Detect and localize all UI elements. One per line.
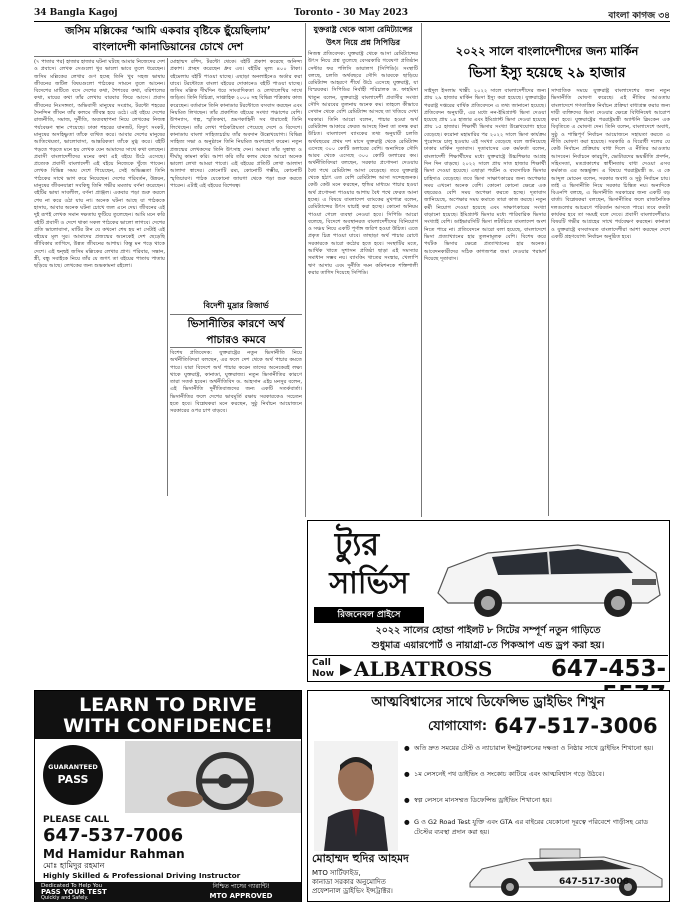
learn-ded2: PASS YOUR TEST	[41, 888, 107, 896]
defensive-driving-ad	[307, 690, 670, 902]
def-phone: 647-517-3006	[494, 714, 658, 738]
article1-headline2: বাংলাদেশী কানাডিয়ানের চোখে দেশ	[92, 41, 244, 53]
def-bullet	[404, 817, 666, 841]
bullet-dot-icon: ●	[404, 770, 410, 778]
tour-call1: Call	[312, 658, 331, 668]
def-car-phone: 647-517-3006	[558, 877, 630, 887]
learn-name-bn: মোঃ হামিদুর রহমান	[43, 861, 105, 870]
article4-headline2: ভিসা ইস্যু হয়েছে ২৯ হাজার	[468, 65, 626, 81]
tour-tag: রিজনেবল প্রাইসে	[314, 607, 424, 623]
badge-bot: PASS	[57, 773, 89, 786]
bullet-dot-icon: ●	[404, 818, 410, 826]
learn-phone: 647-537-7006	[43, 825, 184, 846]
article4-column1: সাইদুল ইসলাম খান্তী: ২০২২ সালে বাংলাদেশীদের জন্য প্রায় ২৯ হাজার মার্কিন ভিসা ইস্যু করা হয়েছে। যুক্তরাষ্ট্রের পররাষ্ট্র দপ্তরের বার্ষিক প্রতিবেদনে এ তথ্য জানানো হয়েছে। প্রতিবেদন অনুযায়ী, এর মধ্যে নন-ইমিগ্র্যান্ট ভিসা দেওয়া হয়েছে প্রায় ১৪ হাজার এবং ইমিগ্র্যান্ট ভিসা দেওয়া হয়েছে প্রায় ১৫ হাজার। শিক্ষার্থী ভিসার সংখ্যা উল্লেখযোগ্য হারে বেড়েছে। করোনা মহামারির পর ২০২২ সালে ভিসা কার্যক্রম পুরোদমে চালু হওয়ায় এই সংখ্যা বেড়েছে বলে জানিয়েছে ঢাকার মার্কিন দূতাবাস। দূতাবাসের এক কর্মকর্তা বলেন, বাংলাদেশী শিক্ষার্থীদের মধ্যে যুক্তরাষ্ট্রে উচ্চশিক্ষার আগ্রহ দিন দিন বাড়ছে। ২০২২ সালে প্রায় সাত হাজার শিক্ষার্থী ভিসা দেওয়া হয়েছে। এছাড়া পর্যটন ও ব্যবসায়িক ভিসার চাহিদাও বেড়েছে। তবে ভিসা সাক্ষাৎকারের জন্য অপেক্ষার সময় এখনো অনেক বেশি। কোনো কোনো ক্ষেত্রে এক বছরেরও বেশি সময় অপেক্ষা করতে হচ্ছে। দূতাবাস জানিয়েছে, অপেক্ষার সময় কমাতে তারা কাজ করছে। নতুন কর্মী নিয়োগ দেওয়া হয়েছে এবং সাক্ষাৎকারের সংখ্যা বাড়ানো হয়েছে। ইমিগ্র্যান্ট ভিসার মধ্যে পারিবারিক ভিসার সংখ্যাই বেশি। ডাইভারসিটি ভিসা লটারিতে বাংলাদেশ অংশ নিতে পারে না। প্রতিবেদনে আরো বলা হয়েছে, বাংলাদেশে ভিসা প্রত্যাখ্যানের হার তুলনামূলক বেশি। বিশেষ করে পর্যটক ভিসার ক্ষেত্রে প্রত্যাখ্যানের হার অনেক। আবেদনকারীদের সঠিক কাগজপত্র জমা দেওয়ার পরামর্শ দিয়েছে দূতাবাস।	[424, 88, 546, 262]
learn-ded3: Quickly and Safely.	[41, 895, 89, 901]
tour-call2: Now	[312, 669, 335, 679]
def-bullet-list	[404, 743, 666, 855]
article3-headline1: যুক্তরাষ্ট্র থেকে আসা রেমিট্যান্সের	[313, 25, 413, 34]
def-bullet-text: G ও G2 Road Test যুক্তি এবং GTA এর বাইরের যেকোনো দূরত্বে পরিবেশে গাড়ীসহ রোড টেস্টের ব্যবস্থা প্রদান করা হয়।	[414, 818, 648, 836]
arrow-right-icon: ▶	[340, 659, 353, 678]
learn-to-drive-ad	[34, 690, 302, 902]
header-right: বাংলা কাগজ ৩৪	[608, 11, 670, 21]
header-left: 34 Bangla Kagoj	[34, 8, 118, 18]
tour-title1: ট্যুর	[334, 525, 380, 563]
header-center: Toronto - 30 May 2023	[294, 8, 408, 18]
instructor-photo	[314, 741, 398, 851]
learn-footer	[35, 882, 301, 902]
learn-title2: WITH CONFIDENCE!	[63, 715, 273, 737]
article1-column1: (৭ পাতার পর) হাজার হাজার ঘটনা ঘটছে আমার নিজেদের দেশ ও প্রবাসে। লেখক সেগুলো খুব ভালো ভাবে তুলে ধরেছেন। জসিম মল্লিকের লেখার গুণ হচ্ছে তিনি খুব সহজ ভাষায় জীবনের জটিল বিষয়গুলো পাঠকের সামনে তুলে আনেন। বিদেশের মাটিতে বসে দেশের কথা, শৈশবের কথা, বরিশালের কথা, মায়ের কথা তাঁর লেখায় বারবার ফিরে আসে। প্রবাস জীবনের নিঃসঙ্গতা, অভিবাসী মানুষের সংগ্রাম, টরন্টো শহরের দৈনন্দিন জীবন তাঁর কলমে জীবন্ত হয়ে ওঠে। এই বইয়ে দেশের রাজনীতি, সমাজ, দুর্নীতি, অব্যবস্থাপনা নিয়ে লেখকের নিজস্ব পর্যবেক্ষণ স্থান পেয়েছে। ঢাকা শহরের যানজট, বিদ্যুৎ সংকট, মানুষের অসহিষ্ণুতা তাঁকে ব্যথিত করে। আবার দেশের মানুষের আতিথেয়তা, ভালোবাসা, আন্তরিকতা তাঁকে মুগ্ধ করে। বইটি পড়তে পড়তে মনে হয় লেখক যেন আমাদের সাথে কথা বলছেন। প্রবাসী বাংলাদেশীদের মনের কথা এই বইয়ে উঠে এসেছে। প্রত্যেক প্রবাসী বাংলাদেশী এই বইয়ে নিজেকে খুঁজে পাবেন। লেখক বিভিন্ন সময় দেশে গিয়েছেন, সেই অভিজ্ঞতা তিনি পাঠকের সাথে ভাগ করে নিয়েছেন। দেশের পরিবর্তন, উন্নয়ন, মানুষের জীবনযাত্রা সবকিছু তিনি গভীর মমতায় বর্ণনা করেছেন। বইটির ভাষা সাবলীল, বর্ণনা প্রাঞ্জল। একবার পড়া শুরু করলে শেষ না করে ওঠা যায় না। অনেক ঘটনা আছে যা পাঠককে হাসায়, আবার অনেক ঘটনা চোখে জল এনে দেয়। জীবনের এই দুই রূপই লেখক সমান দক্ষতায় ফুটিয়ে তুলেছেন। আমি মনে করি বইটি প্রবাসী ও দেশে থাকা সকল পাঠকের ভালো লাগবে। দেশের প্রতি ভালোবাসা, মাটির টান যে কখনো শেষ হয় না সেটাই এই বইয়ের মূল সুর। আমাদের প্রজন্মের অনেকেই দেশ ছেড়েছি জীবিকার তাগিদে, উন্নত জীবনের আশায়। কিন্তু মন পড়ে থাকে দেশে। এই দ্বন্দ্বই জসিম মল্লিকের লেখার প্রাণ। পরিবার, সন্তান, স্ত্রী, বন্ধু সবাইকে নিয়ে তাঁর যে জগৎ তা বইয়ের পাতায় পাতায় ছড়িয়ে আছে। লেখকের জন্য শুভকামনা রইলো।	[34, 59, 165, 270]
def-bullet	[404, 795, 666, 817]
tour-title2: সার্ভিস	[329, 566, 409, 601]
tour-line2: শুধুমাত্র এয়ারপোর্ট ও নায়াগ্রা-তে পিকআপ এন্ড ড্রপ করা হয়।	[371, 640, 605, 651]
article3-headline2: উৎস নিয়ে প্রশ্ন সিপিডির	[325, 38, 401, 47]
def-cred3: প্রফেশনাল ড্রাইভিং ইন্সট্রাক্টর।	[312, 887, 393, 895]
bullet-dot-icon: ●	[404, 744, 410, 752]
article1-headline1: জসিম মল্লিকের ‘আমি একবার বৃষ্টিকে ছুঁয়েছিলাম’	[65, 25, 271, 37]
bullet-dot-icon: ●	[404, 796, 410, 804]
learn-name: Md Hamidur Rahman	[43, 847, 185, 861]
def-cred1: MTO সার্টিফাইড,	[312, 869, 361, 877]
learn-please: PLEASE CALL	[43, 815, 110, 825]
def-bullet-text: ১ম লেসনেই পথ ডাইভিং ও সংকোচ কাটিয়ে এবং আত্মবিশ্বাস গড়ে উঠবে।	[414, 770, 605, 778]
article3-body: নিজস্ব প্রতিবেদক: যুক্তরাষ্ট্র থেকে আসা রেমিট্যান্সের উৎস নিয়ে প্রশ্ন তুলেছে বেসরকারি গবেষণা প্রতিষ্ঠান সেন্টার ফর পলিসি ডায়ালগ (সিপিডি)। সংস্থাটি বলছে, চলতি অর্থবছরে সৌদি আরবকে ছাড়িয়ে রেমিট্যান্স আহরণে শীর্ষে উঠে এসেছে যুক্তরাষ্ট্র, যা বিস্ময়কর। সিপিডির নির্বাহী পরিচালক ড. ফাহমিদা খাতুন বলেন, যুক্তরাষ্ট্রে বাংলাদেশী প্রবাসীর সংখ্যা সৌদি আরবের তুলনায় অনেক কম। তাহলে কীভাবে সেখান থেকে বেশি রেমিট্যান্স আসছে তা খতিয়ে দেখা দরকার। তিনি আরো বলেন, পাচার হওয়া অর্থ রেমিট্যান্স আকারে ফেরত আসছে কিনা তা তদন্ত করা উচিত। বাংলাদেশ ব্যাংকের তথ্য অনুযায়ী চলতি অর্থবছরের প্রথম দশ মাসে যুক্তরাষ্ট্র থেকে রেমিট্যান্স এসেছে ৩০০ কোটি ডলারের বেশি। অন্যদিকে সৌদি আরব থেকে এসেছে ৩০০ কোটি ডলারের কম। অর্থনীতিবিদরা বলছেন, সরকার প্রণোদনা দেওয়ায় বৈধ পথে রেমিট্যান্স আসা বেড়েছে। তবে যুক্তরাষ্ট্র থেকে হঠাৎ এত বেশি রেমিট্যান্স আসা সন্দেহজনক। কেউ কেউ মনে করছেন, হুন্ডির মাধ্যমে পাচার হওয়া অর্থ প্রণোদনা পাওয়ার আশায় বৈধ পথে ফেরত আনা হচ্ছে। এ বিষয়ে বাংলাদেশ ব্যাংকের মুখপাত্র বলেন, রেমিট্যান্সের উৎস যাচাই করা হচ্ছে। কোনো অনিয়ম পাওয়া গেলে ব্যবস্থা নেওয়া হবে। সিপিডি আরো বলেছে, বিদেশে অবস্থানরত বাংলাদেশীদের বিনিয়োগ ও সঞ্চয় নিয়ে একটি পূর্ণাঙ্গ জরিপ হওয়া উচিত। এতে প্রকৃত চিত্র পাওয়া যাবে। তাছাড়া অর্থ পাচার রোধে সরকারকে আরো কঠোর হতে হবে। সংস্থাটির মতে, আর্থিক খাতে সুশাসন প্রতিষ্ঠা ছাড়া এই সমস্যার সমাধান সম্ভব নয়। ব্যাংকিং খাতের সংস্কার, খেলাপি ঋণ আদায় এবং দুর্নীতি দমন কমিশনকে শক্তিশালী করার তাগিদ দিয়েছে সিপিডি।	[308, 51, 418, 276]
def-cred2: কানাডা সরকার অনুমোদিত	[312, 878, 386, 886]
tour-line1: ২০২২ সালের হোন্ডা পাইলট ৮ সিটের সম্পূর্ণ নতুন গাড়িতে	[375, 625, 601, 636]
def-bullet	[404, 743, 666, 765]
badge-top: GUARANTEED	[48, 763, 98, 771]
article4-headline1: ২০২২ সালে বাংলাদেশীদের জন্য মার্কিন	[455, 44, 639, 58]
def-bullet-text: অতি দ্রুত সময়ের টেস্ট ও ন্যাচারাল ইন্সট্রাকশনের দক্ষতা ও নিষ্ঠার সাথে ড্রাইভিং শিখানো হয়।	[414, 744, 654, 752]
suv-car-image	[428, 523, 668, 623]
learn-tagline: Highly Skilled & Professional Driving Instructor	[43, 871, 241, 880]
learn-mto: MTO APPROVED	[209, 892, 273, 900]
def-name: মোহাম্মদ হুদির আহমদ	[312, 852, 409, 865]
def-contact-label: যোগাযোগ:	[428, 719, 488, 734]
def-bullet	[404, 769, 666, 791]
learn-title1: LEARN TO DRIVE	[79, 694, 257, 716]
learn-nischit: নিশ্চিত পাসের গ্যারান্টি!	[212, 883, 270, 890]
tour-brand: ALBATROSS	[354, 657, 493, 681]
article4-column2: সাম্প্রতিক সময়ে যুক্তরাষ্ট্র বাংলাদেশের জন্য নতুন ভিসানীতি ঘোষণা করেছে। এই নীতির আওতায় বাংলাদেশে গণতান্ত্রিক নির্বাচন প্রক্রিয়া বাধাগ্রস্ত করার জন্য দায়ী ব্যক্তিদের ভিসা দেওয়ার ক্ষেত্রে বিধিনিষেধ আরোপ করা হবে। যুক্তরাষ্ট্রের পররাষ্ট্রমন্ত্রী অ্যান্টনি ব্লিংকেন এক বিবৃতিতে এ ঘোষণা দেন। তিনি বলেন, বাংলাদেশে অবাধ, সুষ্ঠু ও শান্তিপূর্ণ নির্বাচন আয়োজনে সহায়তা করতে এ নীতি ঘোষণা করা হয়েছে। সরকারি ও বিরোধী দলের যে কেউ নির্বাচন প্রক্রিয়ায় বাধা দিলে এ নীতির আওতায় আসবেন। নির্বাচনে কারচুপি, ভোটারদের ভয়ভীতি প্রদর্শন, সহিংসতা, মতপ্রকাশের স্বাধীনতায় বাধা দেওয়া এসব কর্মকাণ্ড এর অন্তর্ভুক্ত। এ বিষয়ে পররাষ্ট্রমন্ত্রী ড. এ কে আব্দুল মোমেন বলেন, সরকার অবাধ ও সুষ্ঠু নির্বাচন চায়। তাই এ ভিসানীতি নিয়ে সরকার চিন্তিত নয়। অন্যদিকে বিএনপি বলছে, এ ভিসানীতি সরকারের জন্য একটি বড় বার্তা। বিশ্লেষকরা বলছেন, ভিসানীতির ফলে রাজনৈতিক দলগুলোর আচরণে পরিবর্তন আসতে পারে। তবে কতটা কার্যকর হবে তা সময়ই বলে দেবে। প্রবাসী বাংলাদেশীরাও বিষয়টি গভীর আগ্রহের সাথে পর্যবেক্ষণ করছেন। কানাডা ও যুক্তরাষ্ট্রে বসবাসরত বাংলাদেশীরা আশা করছেন দেশে একটি গ্রহণযোগ্য নির্বাচন অনুষ্ঠিত হবে।	[551, 88, 670, 240]
learn-ded1: Dedicated To Help You	[41, 883, 103, 889]
article2-subhead: ভিসানীতির কারণে অর্থ পাচারও কমবে	[170, 314, 302, 348]
def-bullet-text: স্বল্প লেসনে মানসম্মত ডিফেন্সিভ ড্রাইভিং শিখানো হয়।	[414, 796, 552, 804]
article2-headline: বিদেশী মুদ্রার রিজার্ভ	[203, 301, 269, 310]
driving-school-car-image	[464, 847, 668, 899]
page-header	[34, 6, 670, 22]
article1-column2: মোহাম্মদ রশিদ, টরন্টো থেকে। বইটি প্রকাশ করেছে অনিন্দ্য প্রকাশ। প্রচ্ছদ করেছেন ধ্রুব এষ। বইটির মূল্য ৪০০ টাকা। বইমেলায় বইটি পাওয়া যাচ্ছে। এছাড়া অনলাইনেও অর্ডার করা যাবে। টরন্টোতে বাংলা বইয়ের দোকানেও বইটি পাওয়া যাচ্ছে। জসিম মল্লিক দীর্ঘদিন ধরে সাংবাদিকতা ও লেখালেখির সাথে জড়িত। তিনি বিচিত্রা, সাপ্তাহিক ২০০০ সহ বিভিন্ন পত্রিকায় কাজ করেছেন। বর্তমানে তিনি কানাডার টরন্টোতে বসবাস করছেন এবং নিয়মিত লিখছেন। তাঁর প্রকাশিত বইয়ের সংখ্যা পঞ্চাশের বেশি। উপন্যাস, গল্প, স্মৃতিকথা, ভ্রমণকাহিনী সব ধারাতেই তিনি লিখেছেন। তাঁর লেখা পাঠকপ্রিয়তা পেয়েছে দেশে ও বিদেশে। কানাডায় বাংলা সাহিত্যচর্চায় তাঁর অবদান উল্লেখযোগ্য। বিভিন্ন সাহিত্য সভা ও অনুষ্ঠানে তিনি নিয়মিত অংশগ্রহণ করেন। নতুন প্রজন্মের লেখকদের তিনি উৎসাহ দেন। আমরা তাঁর সুস্বাস্থ্য ও দীর্ঘায়ু কামনা করি। আশা করি তাঁর কলম থেকে আরো অনেক ভালো লেখা আমরা পাবো। এই বইয়ের প্রতিটি লেখা আলাদা আলাদা স্বাদের। কোনোটি রম্য, কোনোটি গম্ভীর, কোনোটি স্মৃতিচারণ। পাঠক যেকোনো জায়গা থেকে পড়া শুরু করতে পারেন। এটাই এই বইয়ের বিশেষত্ব।	[170, 59, 302, 190]
learn-header	[35, 691, 301, 739]
def-title: আত্মবিশ্বাসের সাথে ডিফেন্সিভ ড্রাইভিং শিখুন	[371, 695, 605, 710]
article2-column1: বিশেষ প্রতিবেদক: যুক্তরাষ্ট্রের নতুন ভিসানীতি নিয়ে অর্থনীতিবিদরা বলছেন, এর ফলে দেশ থেকে অর্থ পাচার কমতে পারে। যারা বিদেশে অর্থ পাচার করেন তাদের অনেকেরই লক্ষ্য থাকে যুক্তরাষ্ট্র, কানাডা, যুক্তরাজ্য। নতুন ভিসানীতির কারণে তারা সতর্ক হবেন। অর্থনীতিবিদ ড. আহসান এইচ মনসুর বলেন, এই ভিসানীতি দুর্নীতিবাজদের জন্য একটি সতর্কবার্তা। ভিসানীতির ফলে দেশের ভাবমূর্তি রক্ষায় সরকারকেও সচেতন হতে হবে। বিশ্লেষকরা মনে করছেন, সুষ্ঠু নির্বাচন আয়োজনে সরকারের ওপর চাপ বাড়বে।	[170, 350, 302, 415]
tour-service-ad	[307, 520, 670, 682]
tour-phone: 647-453-	[550, 656, 666, 682]
guaranteed-badge	[43, 745, 103, 805]
driver-steering-image	[125, 741, 301, 813]
